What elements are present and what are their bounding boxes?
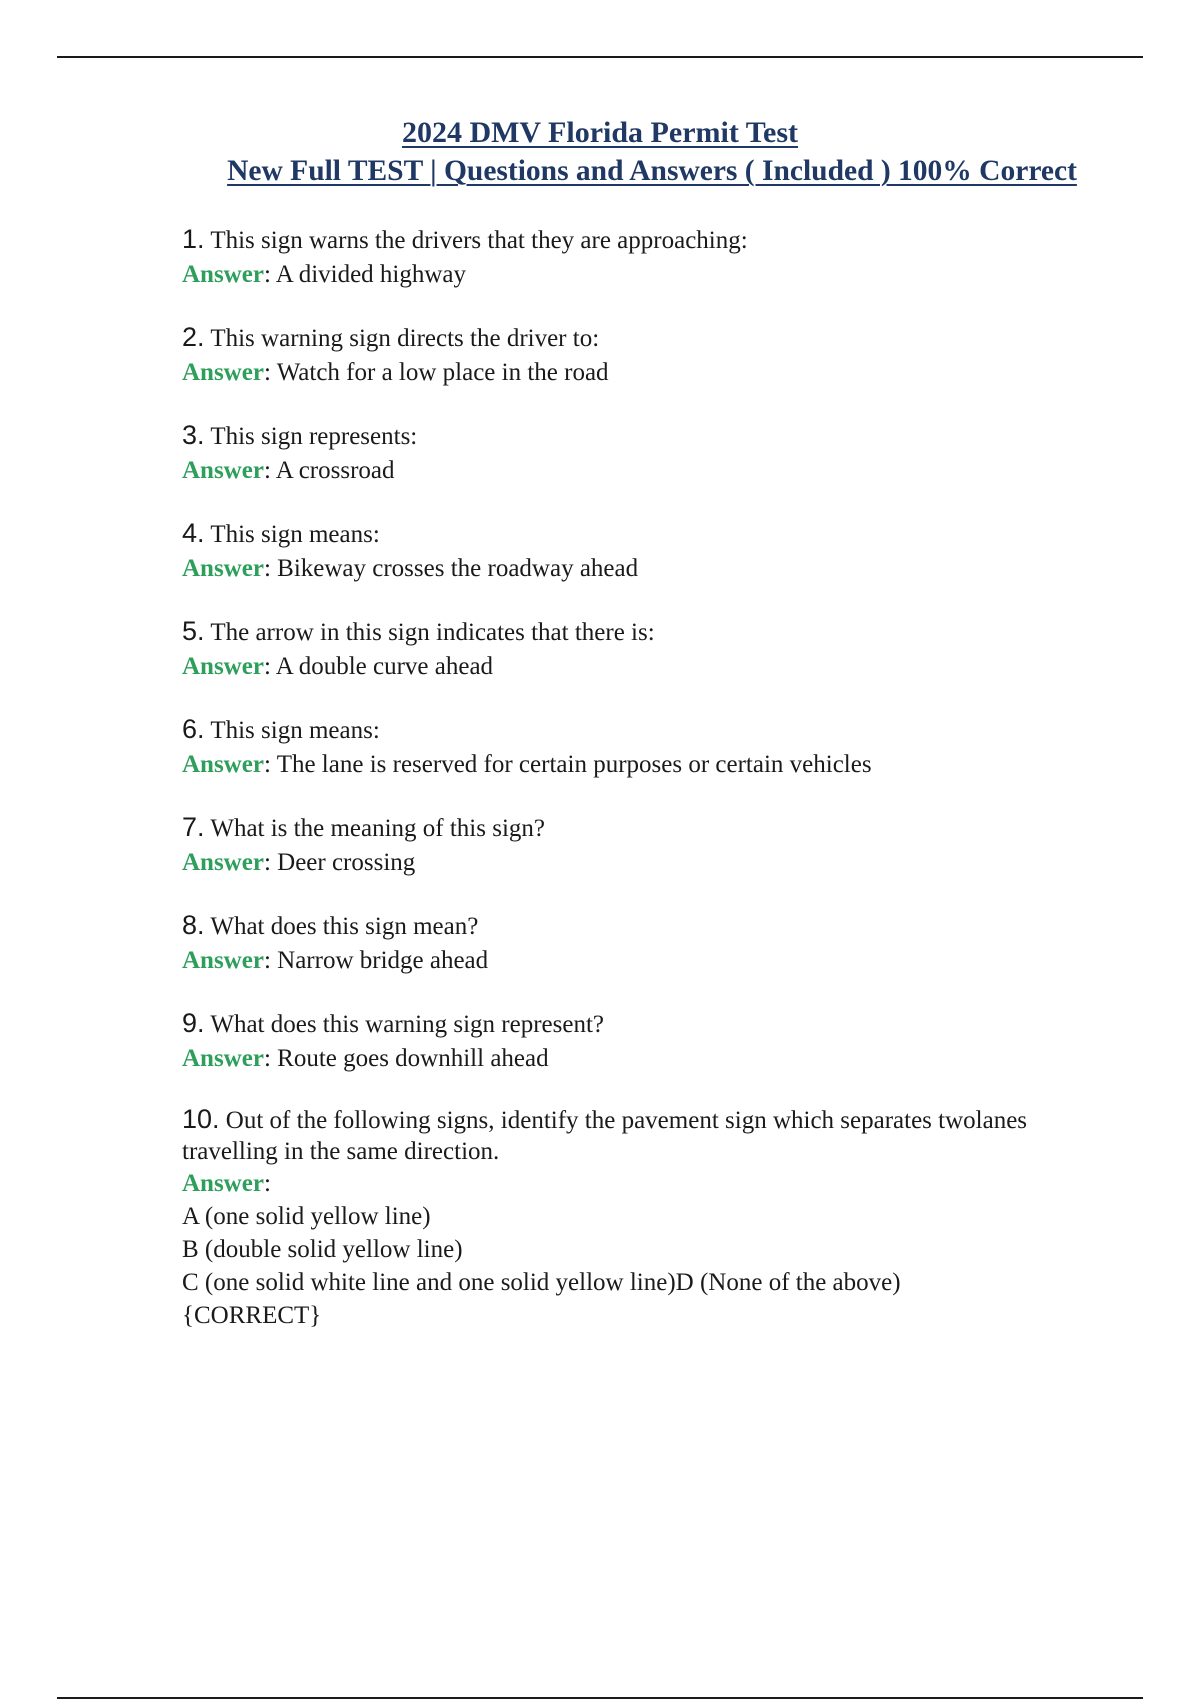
answer-label: Answer [182, 849, 264, 876]
answer-label: Answer [182, 555, 264, 582]
top-rule [57, 56, 1143, 58]
question-item-3 [182, 418, 1122, 487]
answer: Answer: Deer crossing [182, 849, 416, 876]
question-text: What does this warning sign represent? [210, 1011, 604, 1038]
answer-label: Answer [182, 457, 264, 484]
answer-text: Route goes downhill ahead [277, 1045, 549, 1072]
question-text: This warning sign directs the driver to: [210, 325, 600, 352]
answer: Answer: A double curve ahead [182, 653, 494, 680]
answer-option: B (double solid yellow line) [182, 1236, 463, 1263]
answer: Answer: Watch for a low place in the road [182, 359, 609, 386]
question [182, 516, 1122, 552]
question-number: 7. [182, 812, 205, 842]
answer-text: Deer crossing [277, 849, 416, 876]
question-item-2 [182, 320, 1122, 389]
question [182, 320, 1122, 356]
question-number: 4. [182, 518, 205, 548]
question-text: Out of the following signs, identify the pavement sign which separates twolanes travelling in the same direction. [182, 1107, 1028, 1165]
question-number: 6. [182, 714, 205, 744]
answer-text: Bikeway crosses the roadway ahead [277, 555, 639, 582]
answer: Answer: Narrow bridge ahead [182, 947, 489, 974]
answer-text: A double curve ahead [275, 653, 494, 680]
answer-text: A crossroad [275, 457, 395, 484]
answer-label: Answer [182, 947, 264, 974]
answer-option: {CORRECT} [182, 1302, 322, 1329]
question [182, 614, 1122, 650]
question-text: What does this sign mean? [210, 913, 479, 940]
question-text: This sign means: [210, 717, 380, 744]
question-number: 10. [182, 1104, 220, 1134]
question-item-4 [182, 516, 1122, 585]
question [182, 712, 1122, 748]
title-line-1: 2024 DMV Florida Permit Test [401, 116, 799, 149]
answer: Answer: [182, 1170, 271, 1197]
question [182, 222, 1122, 258]
answer-label: Answer [182, 1170, 264, 1197]
bottom-rule [57, 1697, 1143, 1699]
question-item-6 [182, 712, 1122, 781]
question [182, 810, 1122, 846]
answer-option: C (one solid white line and one solid yellow line)D (None of the above) [182, 1269, 901, 1296]
answer: Answer: The lane is reserved for certain purposes or certain vehicles [182, 751, 872, 778]
answer: Answer: A divided highway [182, 261, 467, 288]
question-item-10 [182, 1104, 1122, 1332]
question [182, 1006, 1122, 1042]
question [182, 418, 1122, 454]
question-number: 8. [182, 910, 205, 940]
answer-text: The lane is reserved for certain purposes or certain vehicles [276, 751, 872, 778]
question-item-7 [182, 810, 1122, 879]
answer-label: Answer [182, 751, 264, 778]
question-list [182, 222, 1122, 1361]
question-item-9 [182, 1006, 1122, 1075]
question-number: 1. [182, 224, 205, 254]
question-text: What is the meaning of this sign? [210, 815, 545, 842]
document-title [0, 113, 1200, 191]
answer: Answer: A crossroad [182, 457, 395, 484]
answer-label: Answer [182, 261, 264, 288]
question [182, 908, 1122, 944]
question-item-5 [182, 614, 1122, 683]
question-number: 9. [182, 1008, 205, 1038]
answer-option: A (one solid yellow line) [182, 1203, 431, 1230]
question-item-1 [182, 222, 1122, 291]
answer: Answer: Route goes downhill ahead [182, 1045, 549, 1072]
answer-text: A divided highway [275, 261, 467, 288]
question-number: 5. [182, 616, 205, 646]
question-item-8 [182, 908, 1122, 977]
question-number: 2. [182, 322, 205, 352]
answer-label: Answer [182, 1045, 264, 1072]
question-text: This sign means: [210, 521, 380, 548]
question-text: The arrow in this sign indicates that there is: [210, 619, 655, 646]
answer: Answer: Bikeway crosses the roadway ahead [182, 555, 639, 582]
answer-text: Narrow bridge ahead [277, 947, 489, 974]
question-text: This sign represents: [210, 423, 418, 450]
question-number: 3. [182, 420, 205, 450]
answer-label: Answer [182, 653, 264, 680]
answer-label: Answer [182, 359, 264, 386]
question-text: This sign warns the drivers that they are approaching: [210, 227, 748, 254]
title-line-2: New Full TEST | Questions and Answers ( Included ) 100% Correct [227, 155, 1077, 187]
answer-text: Watch for a low place in the road [276, 359, 609, 386]
question [182, 1104, 1122, 1167]
